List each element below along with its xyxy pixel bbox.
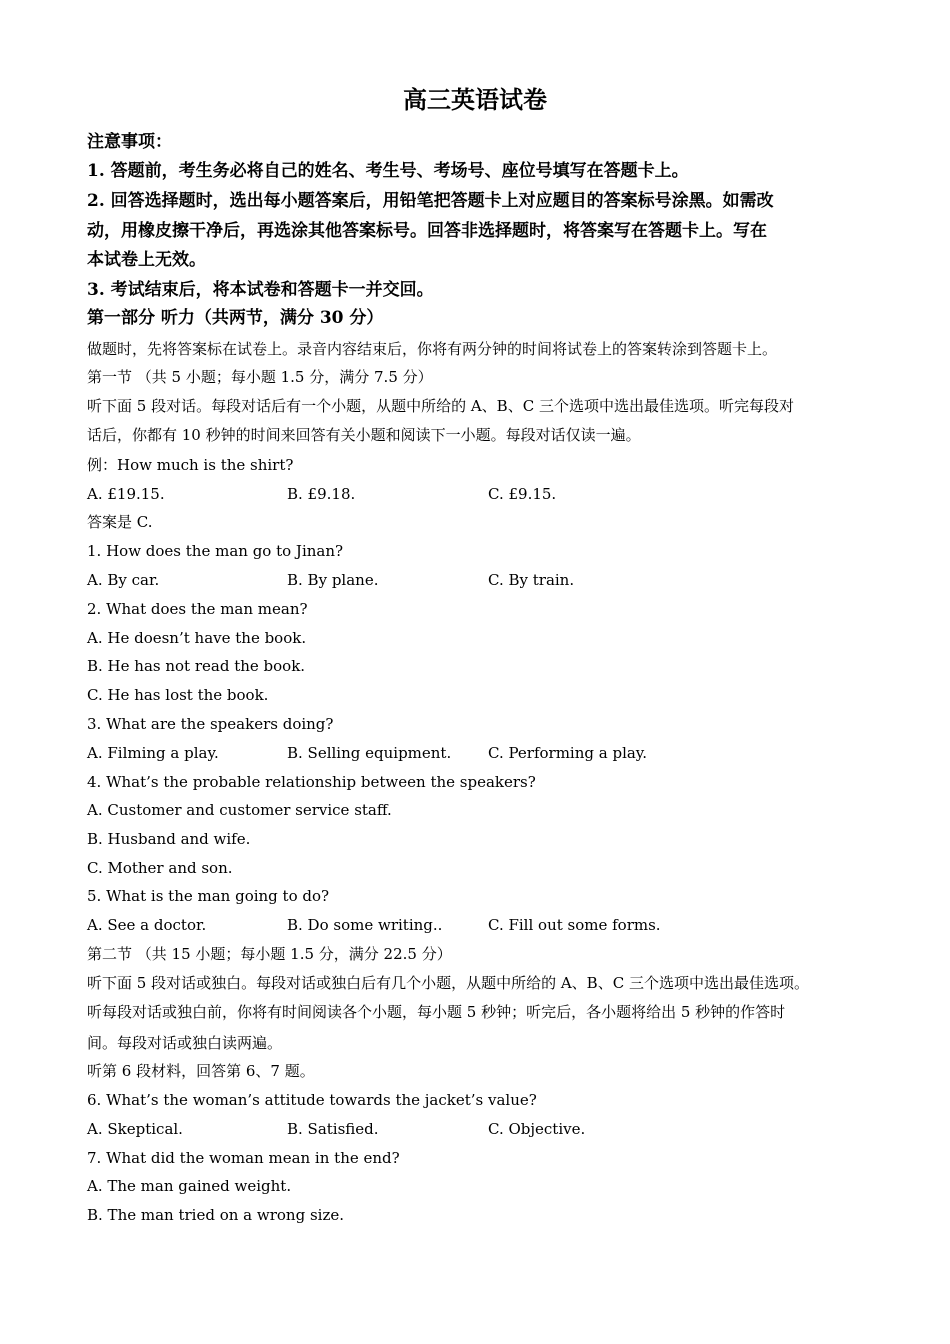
section2-heading: 第二节 （共 15 小题；每小题 1.5 分，满分 22.5 分） — [87, 945, 452, 963]
notice-item-1: 1. 答题前，考生务必将自己的姓名、考生号、考场号、座位号填写在答题卡上。 — [87, 161, 689, 181]
section2-instruction-1: 听下面 5 段对话或独白。每段对话或独白后有几个小题，从题中所给的 A、B、C 三个选项中选出最佳选项。 — [87, 974, 809, 992]
example-option-a: A. £19.15. — [87, 485, 165, 503]
q5-option-c: C. Fill out some forms. — [488, 916, 661, 934]
part1-instruction: 做题时，先将答案标在试卷上。录音内容结束后，你将有两分钟的时间将试卷上的答案转涂到答题卡上。 — [87, 340, 778, 358]
notice-item-2-cont: 动，用橡皮擦干净后，再选涂其他答案标号。回答非选择题时，将答案写在答题卡上。写在 — [87, 221, 767, 241]
notice-item-2-end: 本试卷上无效。 — [87, 250, 206, 270]
q6-option-b: B. Satisfied. — [287, 1120, 379, 1138]
section1-instruction-1: 听下面 5 段对话。每段对话后有一个小题，从题中所给的 A、B、C 三个选项中选出最佳选项。听完每段对 — [87, 397, 794, 415]
question-3: 3. What are the speakers doing? — [87, 715, 334, 733]
q2-option-c: C. He has lost the book. — [87, 686, 269, 704]
example-answer: 答案是 C. — [87, 513, 153, 531]
q2-option-b: B. He has not read the book. — [87, 657, 306, 675]
question-5: 5. What is the man going to do? — [87, 887, 330, 905]
q1-option-b: B. By plane. — [287, 571, 379, 589]
q4-option-b: B. Husband and wife. — [87, 830, 251, 848]
notice-item-3: 3. 考试结束后，将本试卷和答题卡一并交回。 — [87, 280, 434, 300]
section1-instruction-2: 话后，你都有 10 秒钟的时间来回答有关小题和阅读下一小题。每段对话仅读一遍。 — [87, 426, 641, 444]
question-7: 7. What did the woman mean in the end? — [87, 1149, 400, 1167]
q6-option-a: A. Skeptical. — [87, 1120, 183, 1138]
question-4: 4. What’s the probable relationship between the speakers? — [87, 773, 536, 791]
q1-option-a: A. By car. — [87, 571, 160, 589]
notice-heading: 注意事项： — [87, 132, 172, 152]
material-6-note: 听第 6 段材料，回答第 6、7 题。 — [87, 1062, 315, 1080]
page-title: 高三英语试卷 — [403, 85, 547, 114]
q6-option-c: C. Objective. — [488, 1120, 586, 1138]
q2-option-a: A. He doesn’t have the book. — [87, 629, 307, 647]
q1-option-c: C. By train. — [488, 571, 575, 589]
q7-option-a: A. The man gained weight. — [87, 1177, 292, 1195]
question-6: 6. What’s the woman’s attitude towards the jacket’s value? — [87, 1091, 537, 1109]
question-2: 2. What does the man mean? — [87, 600, 308, 618]
q4-option-c: C. Mother and son. — [87, 859, 233, 877]
question-1: 1. How does the man go to Jinan? — [87, 542, 344, 560]
q7-option-b: B. The man tried on a wrong size. — [87, 1206, 344, 1224]
example-option-b: B. £9.18. — [287, 485, 356, 503]
part1-heading: 第一部分 听力（共两节，满分 30 分） — [87, 308, 384, 328]
example-question: 例：How much is the shirt? — [87, 456, 294, 474]
q5-option-b: B. Do some writing.. — [287, 916, 443, 934]
q3-option-b: B. Selling equipment. — [287, 744, 452, 762]
notice-item-2: 2. 回答选择题时，选出每小题答案后，用铅笔把答题卡上对应题目的答案标号涂黑。如需改 — [87, 191, 774, 211]
section1-heading: 第一节 （共 5 小题；每小题 1.5 分，满分 7.5 分） — [87, 368, 433, 386]
q5-option-a: A. See a doctor. — [87, 916, 207, 934]
section2-instruction-2: 听每段对话或独白前，你将有时间阅读各个小题，每小题 5 秒钟；听完后，各小题将给出 5 秒钟的作答时 — [87, 1003, 786, 1021]
example-option-c: C. £9.15. — [488, 485, 557, 503]
q4-option-a: A. Customer and customer service staff. — [87, 801, 392, 819]
q3-option-a: A. Filming a play. — [87, 744, 219, 762]
section2-instruction-3: 间。每段对话或独白读两遍。 — [87, 1034, 283, 1052]
q3-option-c: C. Performing a play. — [488, 744, 648, 762]
